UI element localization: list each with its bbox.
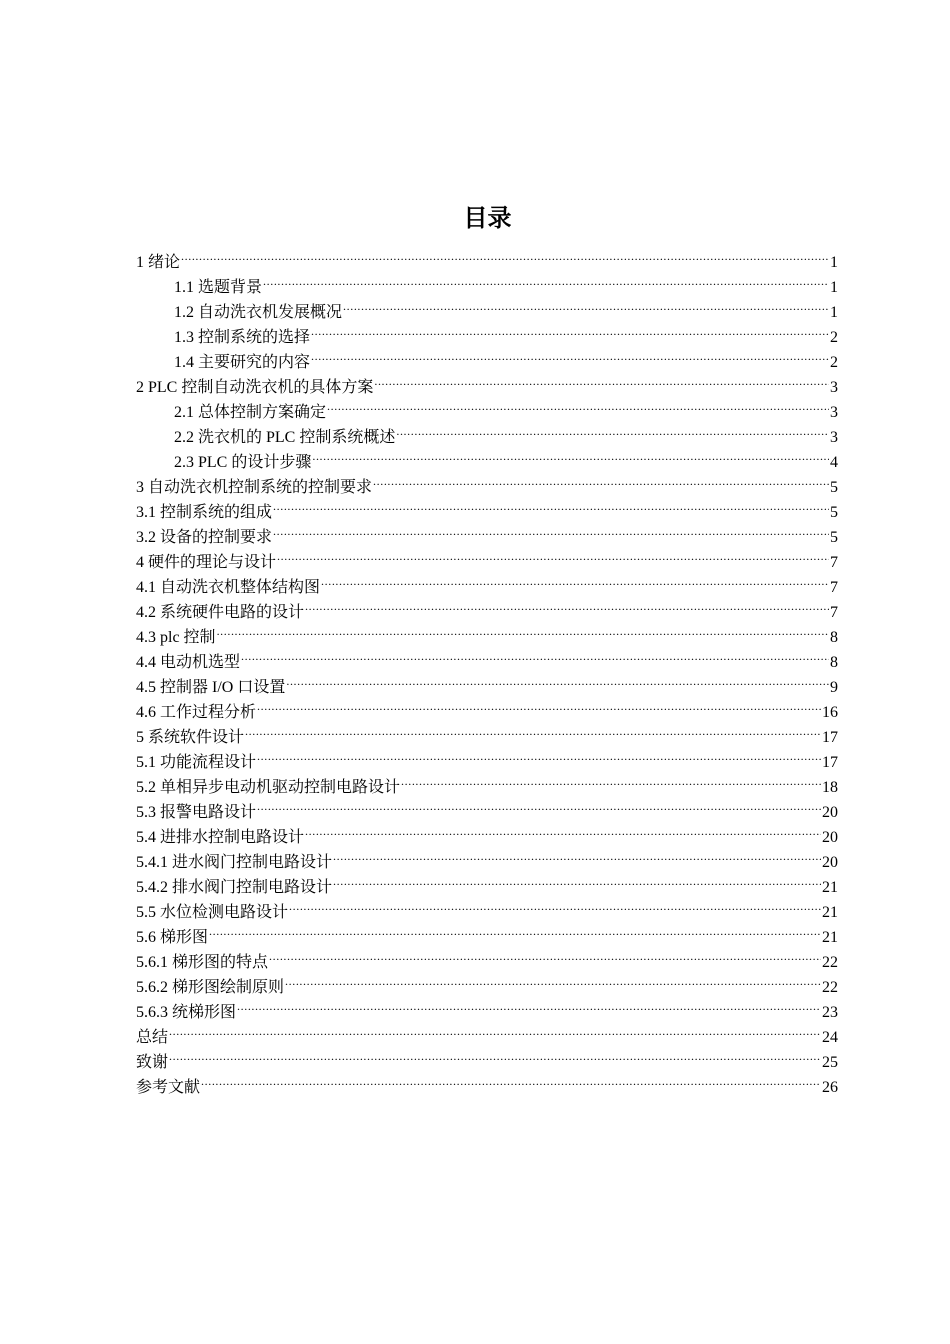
toc-entry-label: 5.6.3 统梯形图 <box>136 1004 237 1021</box>
toc-entry-label: 5.4 进排水控制电路设计 <box>136 829 305 846</box>
toc-entry-page: 4 <box>830 454 838 471</box>
toc-entry[interactable] <box>136 1042 838 1071</box>
toc-dot-leader <box>401 767 821 792</box>
toc-dot-leader <box>277 542 829 567</box>
toc-dot-leader <box>209 917 821 942</box>
toc-dot-leader <box>285 967 821 992</box>
toc-entry[interactable] <box>136 1017 838 1046</box>
toc-entry-label: 4.3 plc 控制 <box>136 629 216 646</box>
toc-entry-label: 3 自动洗衣机控制系统的控制要求 <box>136 479 373 496</box>
toc-dot-leader <box>286 667 829 692</box>
toc-entry-page: 16 <box>822 704 838 721</box>
toc-entry-page: 7 <box>830 604 838 621</box>
toc-entry[interactable] <box>136 992 838 1021</box>
toc-dot-leader <box>273 492 829 517</box>
toc-entry-label: 参考文献 <box>136 1079 201 1096</box>
page-title: 目录 <box>463 204 512 232</box>
toc-entry-label: 4.2 系统硬件电路的设计 <box>136 604 305 621</box>
toc-entry-page: 1 <box>830 254 838 271</box>
toc-entry-page: 5 <box>830 479 838 496</box>
toc-entry-page: 25 <box>822 1054 838 1071</box>
toc-entry[interactable] <box>136 642 838 671</box>
toc-entry-page: 3 <box>830 429 838 446</box>
toc-entry-label: 4.5 控制器 I/O 口设置 <box>136 679 286 696</box>
toc-entry-label: 致谢 <box>136 1054 169 1071</box>
toc-dot-leader <box>305 817 821 842</box>
toc-entry-label: 1.1 选题背景 <box>174 279 263 296</box>
toc-entry-label: 5.6.1 梯形图的特点 <box>136 954 269 971</box>
toc-dot-leader <box>263 267 829 292</box>
toc-entry-page: 18 <box>822 779 838 796</box>
toc-dot-leader <box>311 317 829 342</box>
toc-entry-page: 9 <box>830 679 838 696</box>
toc-dot-leader <box>312 442 829 467</box>
toc-entry-label: 5.5 水位检测电路设计 <box>136 904 289 921</box>
toc-dot-leader <box>181 242 829 267</box>
toc-entry-label: 5.6 梯形图 <box>136 929 209 946</box>
toc-entry-label: 1.2 自动洗衣机发展概况 <box>174 304 343 321</box>
toc-dot-leader <box>273 517 829 542</box>
toc-dot-leader <box>237 992 821 1017</box>
toc-entry-page: 24 <box>822 1029 838 1046</box>
toc-dot-leader <box>321 567 829 592</box>
toc-entry-label: 1 绪论 <box>136 254 181 271</box>
toc-entry[interactable] <box>136 242 838 271</box>
toc-entry-label: 5.1 功能流程设计 <box>136 754 257 771</box>
toc-dot-leader <box>201 1067 821 1092</box>
toc-entry-label: 4.1 自动洗衣机整体结构图 <box>136 579 321 596</box>
toc-dot-leader <box>396 417 829 442</box>
toc-entry-label: 4.6 工作过程分析 <box>136 704 257 721</box>
toc-dot-leader <box>257 692 821 717</box>
toc-dot-leader <box>257 792 821 817</box>
toc-entry[interactable] <box>136 267 838 296</box>
toc-entry[interactable] <box>136 942 838 971</box>
toc-entry-label: 3.2 设备的控制要求 <box>136 529 273 546</box>
toc-entry-label: 4 硬件的理论与设计 <box>136 554 277 571</box>
toc-entry-label: 4.4 电动机选型 <box>136 654 241 671</box>
toc-entry-page: 22 <box>822 954 838 971</box>
toc-entry-page: 21 <box>822 904 838 921</box>
toc-entry-label: 5.6.2 梯形图绘制原则 <box>136 979 285 996</box>
table-of-contents <box>136 242 838 1096</box>
toc-dot-leader <box>217 617 829 642</box>
toc-entry-page: 5 <box>830 504 838 521</box>
toc-entry-label: 2.3 PLC 的设计步骤 <box>174 454 312 471</box>
toc-entry-page: 21 <box>822 929 838 946</box>
toc-entry-label: 5.4.1 进水阀门控制电路设计 <box>136 854 333 871</box>
toc-entry-page: 20 <box>822 804 838 821</box>
toc-entry-page: 7 <box>830 554 838 571</box>
toc-entry-label: 2.1 总体控制方案确定 <box>174 404 327 421</box>
toc-entry-label: 3.1 控制系统的组成 <box>136 504 273 521</box>
toc-entry-label: 总结 <box>136 1029 169 1046</box>
toc-entry[interactable] <box>136 667 838 696</box>
toc-dot-leader <box>305 592 829 617</box>
toc-entry-page: 20 <box>822 829 838 846</box>
toc-dot-leader <box>241 642 829 667</box>
toc-entry-page: 1 <box>830 304 838 321</box>
toc-entry-page: 2 <box>830 329 838 346</box>
toc-dot-leader <box>289 892 821 917</box>
toc-entry-label: 5.2 单相异步电动机驱动控制电路设计 <box>136 779 401 796</box>
toc-dot-leader <box>374 367 829 392</box>
toc-dot-leader <box>245 717 821 742</box>
toc-entry-label: 1.4 主要研究的内容 <box>174 354 311 371</box>
toc-dot-leader <box>333 867 821 892</box>
toc-dot-leader <box>169 1042 821 1067</box>
toc-entry-page: 8 <box>830 654 838 671</box>
toc-entry-label: 2 PLC 控制自动洗衣机的具体方案 <box>136 379 374 396</box>
toc-entry-label: 2.2 洗衣机的 PLC 控制系统概述 <box>174 429 396 446</box>
toc-entry-label: 1.3 控制系统的选择 <box>174 329 311 346</box>
toc-entry-page: 3 <box>830 404 838 421</box>
toc-entry-page: 8 <box>830 629 838 646</box>
toc-dot-leader <box>333 842 821 867</box>
toc-entry-page: 26 <box>822 1079 838 1096</box>
toc-entry-page: 1 <box>830 279 838 296</box>
toc-entry-page: 5 <box>830 529 838 546</box>
toc-entry-page: 21 <box>822 879 838 896</box>
toc-entry-page: 3 <box>830 379 838 396</box>
toc-entry-page: 17 <box>822 754 838 771</box>
toc-entry-page: 7 <box>830 579 838 596</box>
toc-dot-leader <box>343 292 829 317</box>
toc-entry[interactable] <box>136 617 838 646</box>
toc-entry[interactable] <box>136 1067 838 1096</box>
toc-entry-page: 23 <box>822 1004 838 1021</box>
toc-entry-page: 20 <box>822 854 838 871</box>
toc-dot-leader <box>327 392 829 417</box>
toc-entry-page: 22 <box>822 979 838 996</box>
toc-dot-leader <box>269 942 821 967</box>
toc-entry-page: 2 <box>830 354 838 371</box>
toc-dot-leader <box>169 1017 821 1042</box>
toc-entry-label: 5 系统软件设计 <box>136 729 245 746</box>
toc-dot-leader <box>311 342 829 367</box>
toc-dot-leader <box>373 467 829 492</box>
toc-dot-leader <box>257 742 821 767</box>
toc-entry-label: 5.3 报警电路设计 <box>136 804 257 821</box>
toc-entry-page: 17 <box>822 729 838 746</box>
toc-entry-label: 5.4.2 排水阀门控制电路设计 <box>136 879 333 896</box>
toc-entry[interactable] <box>136 917 838 946</box>
